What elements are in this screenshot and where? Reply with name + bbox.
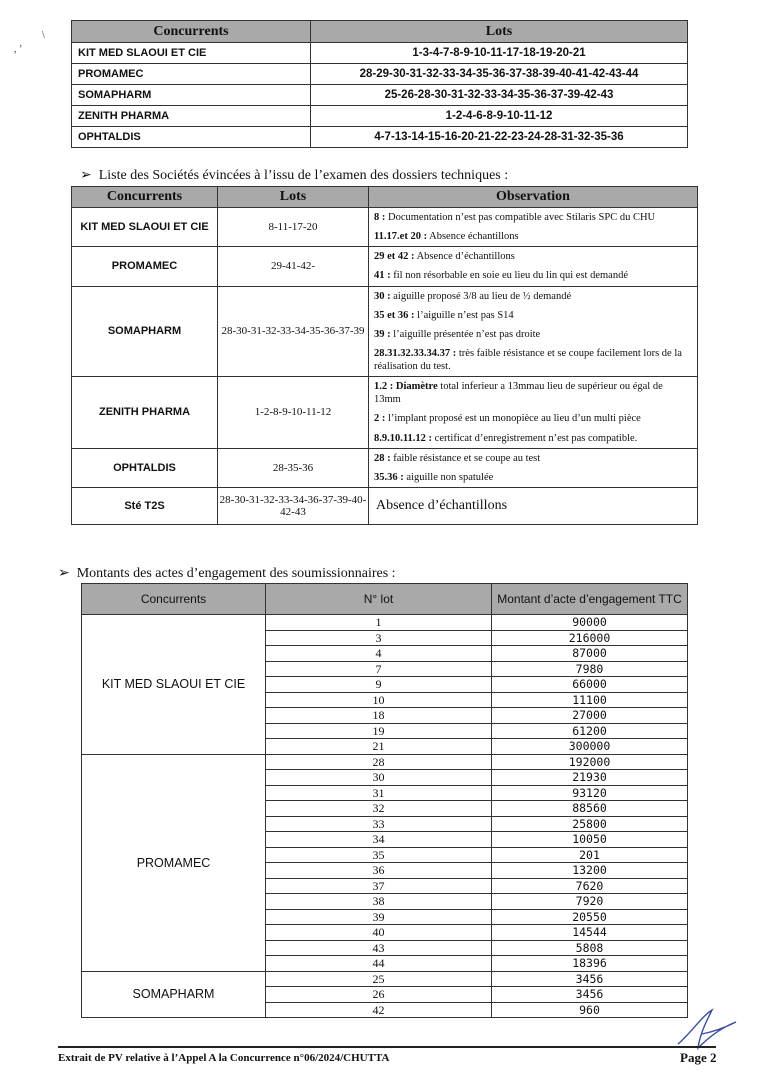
company-cell: Sté T2S — [72, 487, 218, 524]
lots-cell: 28-30-31-32-33-34-36-37-39-40-42-43 — [218, 487, 369, 524]
lot-number-cell: 26 — [266, 987, 492, 1003]
company-cell: SOMAPHARM — [72, 85, 311, 106]
lot-number-cell: 28 — [266, 754, 492, 770]
observation-cell — [369, 487, 698, 524]
lot-number-cell: 34 — [266, 832, 492, 848]
company-cell: ZENITH PHARMA — [72, 106, 311, 127]
observation-lots: 29 et 42 : — [374, 251, 415, 263]
lots-cell: 28-30-31-32-33-34-35-36-37-39 — [218, 286, 369, 377]
table-row — [82, 971, 688, 987]
column-header: Concurrents — [72, 187, 218, 208]
table-row — [72, 85, 688, 106]
company-cell: ZENITH PHARMA — [72, 377, 218, 449]
observation-text: Absence échantillons — [427, 231, 519, 243]
amounts-heading — [58, 565, 396, 582]
lots-cell: 1-3-4-7-8-9-10-11-17-18-19-20-21 — [311, 43, 688, 64]
amount-cell: 201 — [492, 847, 688, 863]
observation-lots: 41 : — [374, 270, 391, 282]
amount-cell: 11100 — [492, 692, 688, 708]
table-row — [72, 377, 698, 449]
observation-lots: 11.17.et 20 : — [374, 231, 428, 243]
observation-line — [374, 452, 692, 465]
evicted-companies-heading — [80, 167, 508, 184]
amount-cell: 90000 — [492, 615, 688, 631]
table-row — [72, 247, 698, 286]
table-row — [72, 127, 688, 148]
observation-line — [374, 380, 692, 406]
lot-number-cell: 36 — [266, 863, 492, 879]
scan-mark: , ’ — [14, 44, 23, 55]
amount-cell: 7980 — [492, 661, 688, 677]
amount-cell: 25800 — [492, 816, 688, 832]
observation-line — [374, 269, 692, 282]
lot-number-cell: 35 — [266, 847, 492, 863]
company-cell: SOMAPHARM — [72, 286, 218, 377]
observation-cell — [369, 208, 698, 247]
amount-cell: 88560 — [492, 801, 688, 817]
observation-cell — [369, 448, 698, 487]
column-header: Lots — [311, 21, 688, 43]
amount-cell: 3456 — [492, 987, 688, 1003]
table-header-row — [72, 187, 698, 208]
column-header: Montant d’acte d’engagement TTC — [492, 584, 688, 615]
lots-cell: 25-26-28-30-31-32-33-34-35-36-37-39-42-43 — [311, 85, 688, 106]
amount-cell: 14544 — [492, 925, 688, 941]
table-row — [72, 448, 698, 487]
observation-line — [374, 230, 692, 243]
page-number: Page 2 — [680, 1050, 717, 1065]
lot-number-cell: 25 — [266, 971, 492, 987]
amount-cell: 300000 — [492, 739, 688, 755]
column-header: Concurrents — [72, 21, 311, 43]
company-cell: PROMAMEC — [72, 247, 218, 286]
column-header: Lots — [218, 187, 369, 208]
lot-number-cell: 3 — [266, 630, 492, 646]
lots-cell: 28-35-36 — [218, 448, 369, 487]
amount-cell: 87000 — [492, 646, 688, 662]
observation-text: total inferieur a 13mmau lieu de supérieur ou égal de 13mm — [374, 381, 663, 406]
observation-line — [374, 471, 692, 484]
bullet-arrow-icon: ➢ — [58, 566, 70, 581]
lot-number-cell: 7 — [266, 661, 492, 677]
company-cell: PROMAMEC — [82, 754, 266, 971]
lot-number-cell: 4 — [266, 646, 492, 662]
lot-number-cell: 33 — [266, 816, 492, 832]
lot-number-cell: 31 — [266, 785, 492, 801]
observation-line — [374, 328, 692, 341]
amount-cell: 7620 — [492, 878, 688, 894]
observation-lots: 2 : — [374, 413, 386, 425]
observation-lots: 1.2 : Diamètre — [374, 381, 438, 393]
amounts-table — [81, 583, 688, 1018]
observation-line — [374, 309, 692, 322]
observation-line — [374, 347, 692, 373]
observation-text: aiguille non spatulée — [403, 471, 494, 483]
lots-cell: 29-41-42- — [218, 247, 369, 286]
lot-number-cell: 40 — [266, 925, 492, 941]
observation-line — [374, 412, 692, 425]
company-cell: PROMAMEC — [72, 64, 311, 85]
amount-cell: 7920 — [492, 894, 688, 910]
bullet-arrow-icon: ➢ — [80, 168, 92, 183]
evicted-companies-table — [71, 186, 698, 525]
lot-number-cell: 10 — [266, 692, 492, 708]
table-row — [82, 754, 688, 770]
observation-cell — [369, 377, 698, 449]
observation-lots: 8.9.10.11.12 : — [374, 432, 433, 444]
observation-line: Absence d’échantillons — [376, 497, 508, 513]
column-header: N° lot — [266, 584, 492, 615]
amount-cell: 61200 — [492, 723, 688, 739]
observation-line — [374, 290, 692, 303]
table-row — [72, 487, 698, 524]
footer-divider — [58, 1046, 716, 1048]
observation-lots: 35 et 36 : — [374, 309, 415, 321]
observation-line — [374, 432, 692, 445]
observation-text: Absence d’échantillons — [414, 251, 515, 263]
table-row — [72, 286, 698, 377]
lot-number-cell: 43 — [266, 940, 492, 956]
table-row — [82, 615, 688, 631]
table-row — [72, 64, 688, 85]
observation-text: Documentation n’est pas compatible avec Stilaris SPC du CHU — [385, 212, 656, 223]
lot-number-cell: 18 — [266, 708, 492, 724]
lot-number-cell: 44 — [266, 956, 492, 972]
observation-text: faible résistance et se coupe au test — [390, 452, 541, 464]
column-header: Concurrents — [82, 584, 266, 615]
section-title: Liste des Sociétés évincées à l’issu de l’examen des dossiers techniques : — [98, 168, 509, 183]
lot-number-cell: 9 — [266, 677, 492, 693]
company-cell: SOMAPHARM — [82, 971, 266, 1018]
observation-text: aiguille proposé 3/8 au lieu de ½ demandé — [390, 290, 572, 302]
amount-cell: 192000 — [492, 754, 688, 770]
bidders-lots-table — [71, 20, 688, 148]
table-row — [72, 106, 688, 127]
observation-lots: 8 : — [374, 212, 386, 223]
amount-cell: 13200 — [492, 863, 688, 879]
observation-text: l’aiguille présentée n’est pas droite — [390, 328, 541, 340]
table-header-row — [72, 21, 688, 43]
amount-cell: 10050 — [492, 832, 688, 848]
lots-cell: 4-7-13-14-15-16-20-21-22-23-24-28-31-32-35-36 — [311, 127, 688, 148]
lot-number-cell: 30 — [266, 770, 492, 786]
amount-cell: 93120 — [492, 785, 688, 801]
observation-text: très faible résistance et se coupe facilement lors de la réalisation du test. — [374, 347, 682, 372]
observation-lots: 39 : — [374, 328, 391, 340]
lot-number-cell: 37 — [266, 878, 492, 894]
observation-text: l’implant proposé est un monopièce au lieu d’un multi pièce — [385, 413, 641, 425]
lots-cell: 8-11-17-20 — [218, 208, 369, 247]
observation-text: fil non résorbable en soie eu lieu du lin qui est demandé — [390, 270, 628, 282]
company-cell: KIT MED SLAOUI ET CIE — [82, 615, 266, 755]
lots-cell: 28-29-30-31-32-33-34-35-36-37-38-39-40-41-42-43-44 — [311, 64, 688, 85]
observation-lots: 28.31.32.33.34.37 : — [374, 347, 457, 359]
company-cell: OPHTALDIS — [72, 127, 311, 148]
lots-cell: 1-2-4-6-8-9-10-11-12 — [311, 106, 688, 127]
scan-mark: \ — [42, 30, 45, 41]
lot-number-cell: 38 — [266, 894, 492, 910]
amount-cell: 216000 — [492, 630, 688, 646]
lot-number-cell: 1 — [266, 615, 492, 631]
observation-text: l’aiguille n’est pas S14 — [414, 309, 514, 321]
amount-cell: 3456 — [492, 971, 688, 987]
observation-line — [374, 250, 692, 263]
amount-cell: 18396 — [492, 956, 688, 972]
observation-lots: 30 : — [374, 290, 391, 302]
observation-lots: 35.36 : — [374, 471, 404, 483]
table-row — [72, 208, 698, 247]
observation-line — [374, 211, 692, 224]
table-row — [72, 43, 688, 64]
table-header-row — [82, 584, 688, 615]
lot-number-cell: 42 — [266, 1002, 492, 1018]
signature-mark — [672, 1004, 742, 1052]
company-cell: OPHTALDIS — [72, 448, 218, 487]
amount-cell: 5808 — [492, 940, 688, 956]
lot-number-cell: 19 — [266, 723, 492, 739]
amount-cell: 21930 — [492, 770, 688, 786]
observation-cell — [369, 247, 698, 286]
footer-reference: Extrait de PV relative à l’Appel A la Concurrence n°06/2024/CHUTTA — [58, 1052, 390, 1064]
company-cell: KIT MED SLAOUI ET CIE — [72, 43, 311, 64]
amount-cell: 27000 — [492, 708, 688, 724]
lot-number-cell: 32 — [266, 801, 492, 817]
observation-text: certificat d’enregistrement n’est pas compatible. — [432, 432, 638, 444]
section-title: Montants des actes d’engagement des soumissionnaires : — [76, 566, 396, 581]
column-header: Observation — [369, 187, 698, 208]
amount-cell: 20550 — [492, 909, 688, 925]
amount-cell: 66000 — [492, 677, 688, 693]
amount-cell: 960 — [492, 1002, 688, 1018]
observation-lots: 28 : — [374, 452, 391, 464]
company-cell: KIT MED SLAOUI ET CIE — [72, 208, 218, 247]
lots-cell: 1-2-8-9-10-11-12 — [218, 377, 369, 449]
observation-cell — [369, 286, 698, 377]
lot-number-cell: 39 — [266, 909, 492, 925]
lot-number-cell: 21 — [266, 739, 492, 755]
